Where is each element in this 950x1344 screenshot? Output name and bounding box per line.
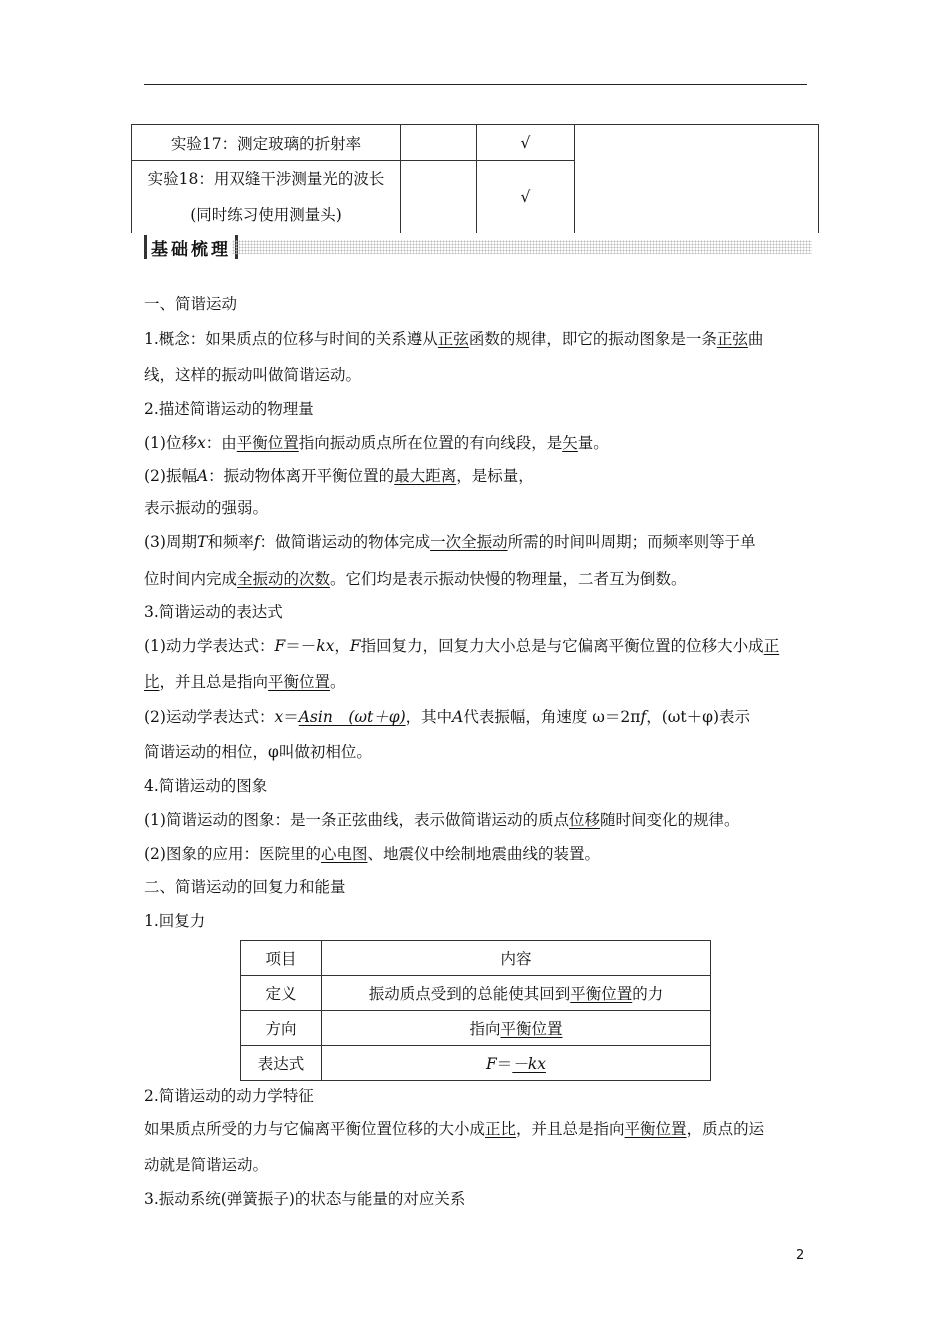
s1-p1-line2: 线，这样的振动叫做简谐运动。 [144, 366, 362, 384]
row-dir-label: 方向 [241, 1011, 322, 1046]
s2-p2-line1: 如果质点所受的力与它偏离平衡位置位移的大小成正比，并且总是指向平衡位置，质点的运 [144, 1120, 765, 1138]
table-row [241, 1046, 711, 1081]
s2-p2: 2.简谐运动的动力学特征 [144, 1087, 314, 1105]
s1-p3-2-line2: 简谐运动的相位，φ叫做初相位。 [144, 743, 372, 761]
row-exp-content: F＝－kx [322, 1046, 711, 1081]
experiment-notes-cell [575, 125, 819, 234]
s1-heading: 一、简谐运动 [144, 295, 238, 313]
experiment-17-col2 [401, 125, 477, 161]
s2-p2-line2: 动就是简谐运动。 [144, 1156, 269, 1174]
table-head-item: 项目 [241, 941, 322, 976]
s1-p3: 3.简谐运动的表达式 [144, 603, 283, 621]
section-header-pattern [232, 240, 812, 254]
s1-p2-2: (2)振幅A：振动物体离开平衡位置的最大距离，是标量， [144, 467, 534, 485]
row-def-label: 定义 [241, 976, 322, 1011]
s1-p4-1: (1)简谐运动的图象：是一条正弦曲线，表示做简谐运动的质点位移随时间变化的规律。 [144, 811, 740, 829]
s1-p2: 2.描述简谐运动的物理量 [144, 400, 314, 418]
section-title: 基础梳理 [151, 239, 231, 260]
s1-p3-1-line2: 比，并且总是指向平衡位置。 [144, 673, 346, 691]
page-number: 2 [796, 1248, 805, 1263]
s2-heading: 二、简谐运动的回复力和能量 [144, 878, 346, 896]
row-dir-content: 指向平衡位置 [322, 1011, 711, 1046]
s2-p3: 3.振动系统(弹簧振子)的状态与能量的对应关系 [144, 1190, 466, 1208]
row-exp-label: 表达式 [241, 1046, 322, 1081]
table-row [241, 976, 711, 1011]
s1-p4: 4.简谐运动的图象 [144, 777, 268, 795]
experiment-17-mark: √ [477, 125, 575, 161]
s1-p2-3-line2: 位时间内完成全振动的次数。它们均是表示振动快慢的物理量，二者互为倒数。 [144, 570, 687, 588]
s1-p1-line1: 1.概念：如果质点的位移与时间的关系遵从正弦函数的规律，即它的振动图象是一条正弦曲 [144, 330, 764, 348]
s1-p3-1: (1)动力学表达式：F＝－kx，F指回复力，回复力大小总是与它偏离平衡位置的位移大小成正 [144, 637, 780, 655]
section-header [144, 234, 238, 260]
s1-p3-2: (2)运动学表达式：x＝Asin (ωt＋φ)，其中A代表振幅，角速度 ω＝2πf，(ωt＋φ)表示 [144, 708, 751, 726]
row-def-content: 振动质点受到的总能使其回到平衡位置的力 [322, 976, 711, 1011]
s1-p2-1: (1)位移x：由平衡位置指向振动质点所在位置的有向线段，是矢量。 [144, 434, 609, 452]
experiment-18-line2: (同时练习使用测量头) [190, 206, 342, 224]
experiment-table [131, 124, 819, 233]
experiment-18-line1: 实验18：用双缝干涉测量光的波长 [147, 170, 385, 188]
header-rule [144, 84, 807, 85]
table-row [241, 941, 711, 976]
s2-p1: 1.回复力 [144, 912, 206, 930]
s1-p2-3: (3)周期T和频率f：做简谐运动的物体完成一次全振动所需的时间叫周期；而频率则等于单 [144, 533, 756, 551]
experiment-18-name [132, 161, 401, 234]
experiment-17-name: 实验17：测定玻璃的折射率 [132, 125, 401, 161]
table-head-content: 内容 [322, 941, 711, 976]
s1-p2-2-line2: 表示振动的强弱。 [144, 499, 269, 517]
experiment-18-mark: √ [477, 161, 575, 234]
table-row [241, 1011, 711, 1046]
s1-p4-2: (2)图象的应用：医院里的心电图、地震仪中绘制地震曲线的装置。 [144, 845, 600, 863]
restoring-force-table [240, 940, 711, 1081]
experiment-18-col2 [401, 161, 477, 234]
